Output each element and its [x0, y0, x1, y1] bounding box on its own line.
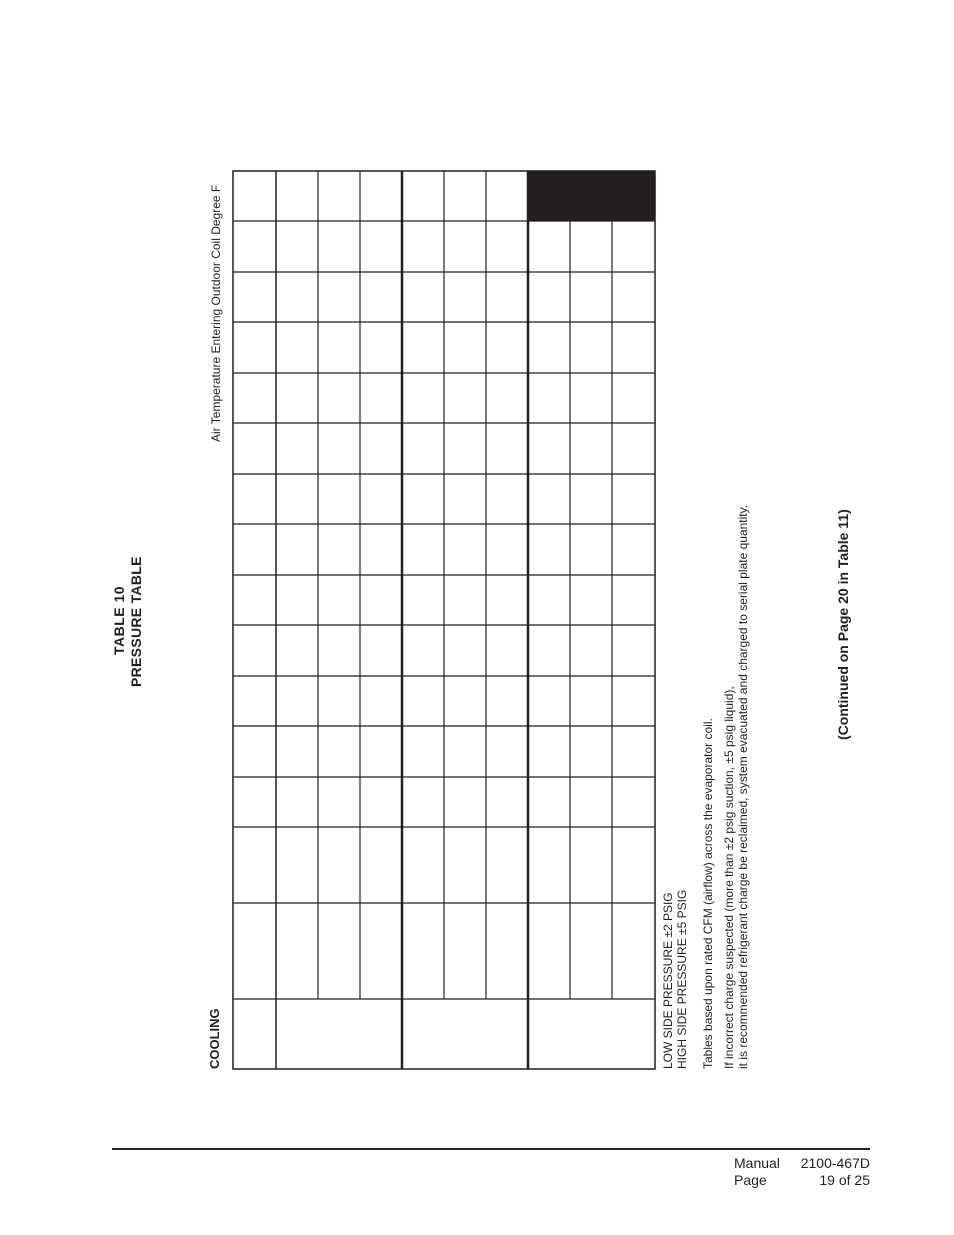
- note-incorrect-charge: If incorrect charge suspected (more than ±2 psig suction, ±5 psig liquid),: [722, 686, 736, 1069]
- axis-header: Air Temperature Entering Outdoor Coil Degree F: [209, 184, 223, 442]
- cooling-label: COOLING: [207, 1008, 222, 1069]
- footer-rule: [112, 1148, 870, 1150]
- low-side-pressure-label: LOW SIDE PRESSURE ±2 PSIG: [661, 892, 675, 1069]
- footer-page-label: Page: [734, 1172, 767, 1188]
- note-recommendation: it is recommended refrigerant charge be reclaimed, system evacuated and charged to serial plate quantity.: [736, 504, 750, 1069]
- footer-manual-label: Manual: [734, 1155, 780, 1171]
- high-side-pressure-label: HIGH SIDE PRESSURE ±5 PSIG: [675, 889, 689, 1069]
- table-name-title: PRESSURE TABLE: [128, 556, 144, 687]
- note-airflow: Tables based upon rated CFM (airflow) across the evaporator coil.: [701, 718, 715, 1069]
- footer-manual-value: 2100-467D: [800, 1155, 870, 1171]
- continued-note: (Continued on Page 20 in Table 11): [835, 509, 851, 740]
- footer-page-value: 19 of 25: [819, 1172, 870, 1188]
- header-shaded-cell: [528, 171, 655, 221]
- table-number-title: TABLE 10: [111, 585, 127, 655]
